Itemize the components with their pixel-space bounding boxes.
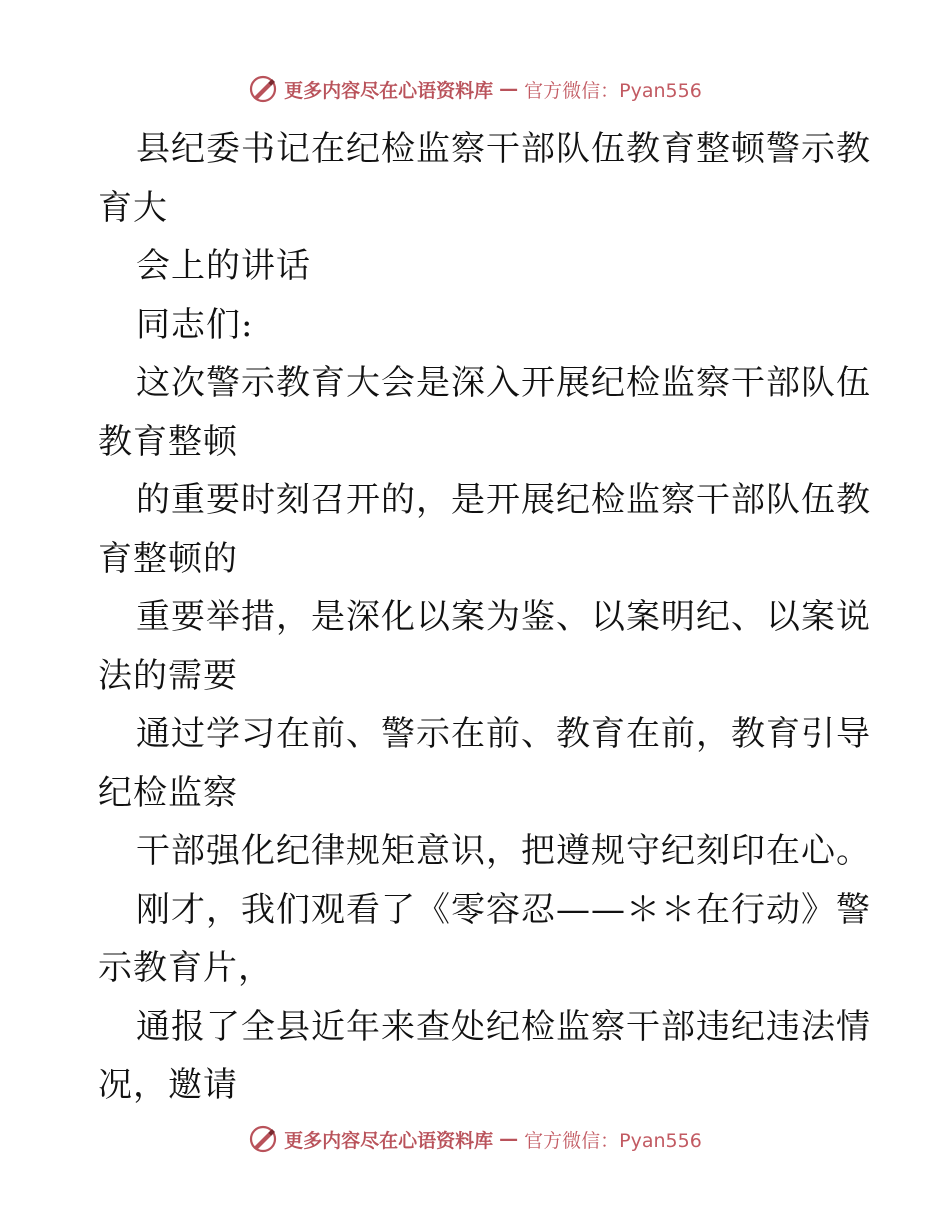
text-line: 重要举措，是深化以案为鉴、以案明纪、以案说 — [136, 597, 871, 637]
text-line: 教育整顿 — [98, 421, 238, 462]
banner-wechat: 官方微信：Pyan556 — [524, 79, 702, 102]
text-line: 通报了全县近年来查处纪检监察干部违纪违法情 — [136, 1006, 871, 1047]
text-line: 会上的讲话 — [136, 246, 311, 286]
header-banner — [0, 72, 950, 106]
pen-logo-icon — [248, 74, 278, 104]
footer-banner — [0, 1122, 950, 1156]
banner-wechat: 官方微信：Pyan556 — [524, 1129, 702, 1152]
text-line: 的重要时刻召开的，是开展纪检监察干部队伍教 — [136, 480, 871, 520]
document-body — [98, 120, 871, 1115]
text-line: 法的需要 — [98, 655, 238, 696]
banner-text: 更多内容尽在心语资料库 — [284, 1129, 494, 1152]
text-line: 况，邀请 — [98, 1065, 238, 1105]
banner-dash: — — [499, 78, 519, 100]
text-line: 刚才，我们观看了《零容忍——＊＊在行动》警 — [136, 889, 871, 930]
text-line: 纪检监察 — [98, 772, 238, 813]
text-line: 育大 — [98, 187, 168, 228]
banner-dash: — — [499, 1128, 519, 1150]
text-line: 县纪委书记在纪检监察干部队伍教育整顿警示教 — [136, 129, 871, 169]
text-line: 同志们: — [136, 304, 254, 345]
banner-text: 更多内容尽在心语资料库 — [284, 79, 494, 102]
text-line: 通过学习在前、警示在前、教育在前，教育引导 — [136, 714, 871, 754]
text-line: 育整顿的 — [98, 538, 238, 579]
text-line: 示教育片， — [98, 948, 273, 988]
pen-logo-icon — [248, 1124, 278, 1154]
text-line: 干部强化纪律规矩意识，把遵规守纪刻印在心。 — [136, 831, 871, 871]
text-line: 这次警示教育大会是深入开展纪检监察干部队伍 — [136, 363, 871, 403]
